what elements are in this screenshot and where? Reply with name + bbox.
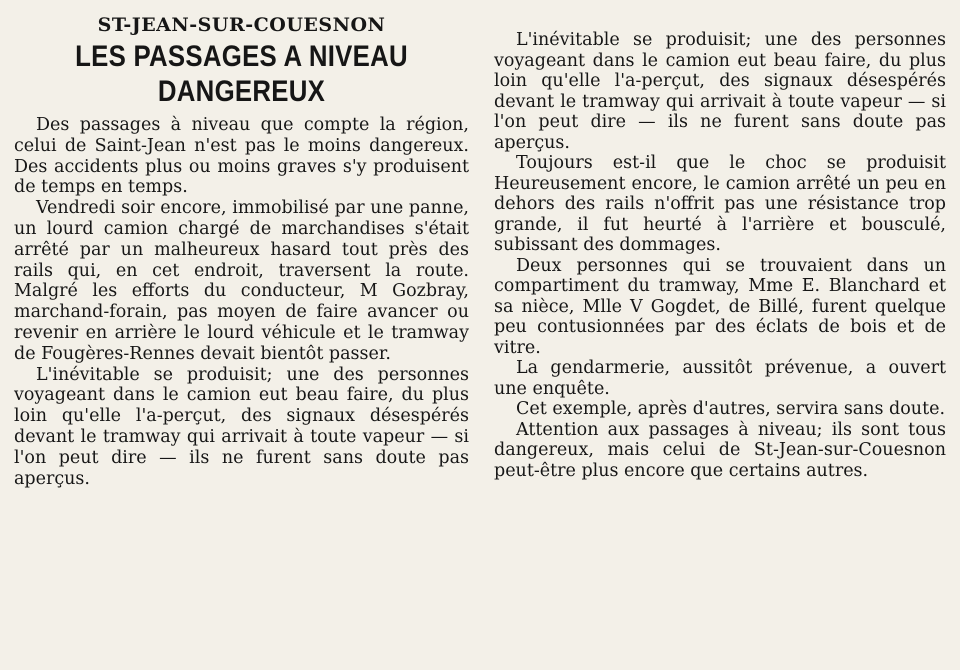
left-column [14,14,469,489]
paragraph: L'inévitable se produisit; une des personnes voyageant dans le camion eut beau faire, du plus loin qu'elle l'a-perçut, des signaux désespérés devant le tramway qui arrivait à toute vapeur — si l'on peut dire — ils ne furent sans doute pas aperçus. [14,364,469,489]
paragraph: La gendarmerie, aussitôt prévenue, a ouvert une enquête. [494,358,946,399]
paragraph: Toujours est-il que le choc se produisit Heureusement encore, le camion arrêté un peu en dehors des rails n'offrit pas une résistance trop grande, il fut heurté à l'arrière et bousculé, subissant des dommages. [494,153,946,255]
paragraph: Deux personnes qui se trouvaient dans un compartiment du tramway, Mme E. Blanchard et sa nièce, Mlle V Gogdet, de Billé, furent quelque peu contusionnées par des éclats de bois et de vitre. [494,255,946,358]
right-column [494,30,946,481]
paragraph: Vendredi soir encore, immobilisé par une panne, un lourd camion chargé de marchandises s'était arrêté par un malheureux hasard tout près des rails qui, en cet endroit, traversent la route. Malgré les efforts du conducteur, M Gozbray, marchand-forain, pas moyen de faire avancer ou revenir en arrière le lourd véhicule et le tramway de Fougères-Rennes devait bientôt passer. [14,198,469,364]
paragraph: Des passages à niveau que compte la région, celui de Saint-Jean n'est pas le moins dangereux. Des accidents plus ou moins graves s'y produisent de temps en temps. [14,115,469,198]
article-kicker: ST-JEAN-SUR-COUESNON [97,14,386,36]
paragraph: L'inévitable se produisit; une des personnes voyageant dans le camion eut beau faire, du plus loin qu'elle l'a-perçut, des signaux désespérés devant le tramway qui arrivait à toute vapeur — si l'on peut dire — ils ne furent sans doute pas aperçus. [494,30,946,153]
paragraph: Attention aux passages à niveau; ils sont tous dangereux, mais celui de St-Jean-sur-Couesnon peut-être plus encore que certains autres. [494,419,946,481]
article-headline: LES PASSAGES A NIVEAU DANGEREUX [75,40,408,108]
paragraph: Cet exemple, après d'autres, servira sans doute. [516,399,946,419]
